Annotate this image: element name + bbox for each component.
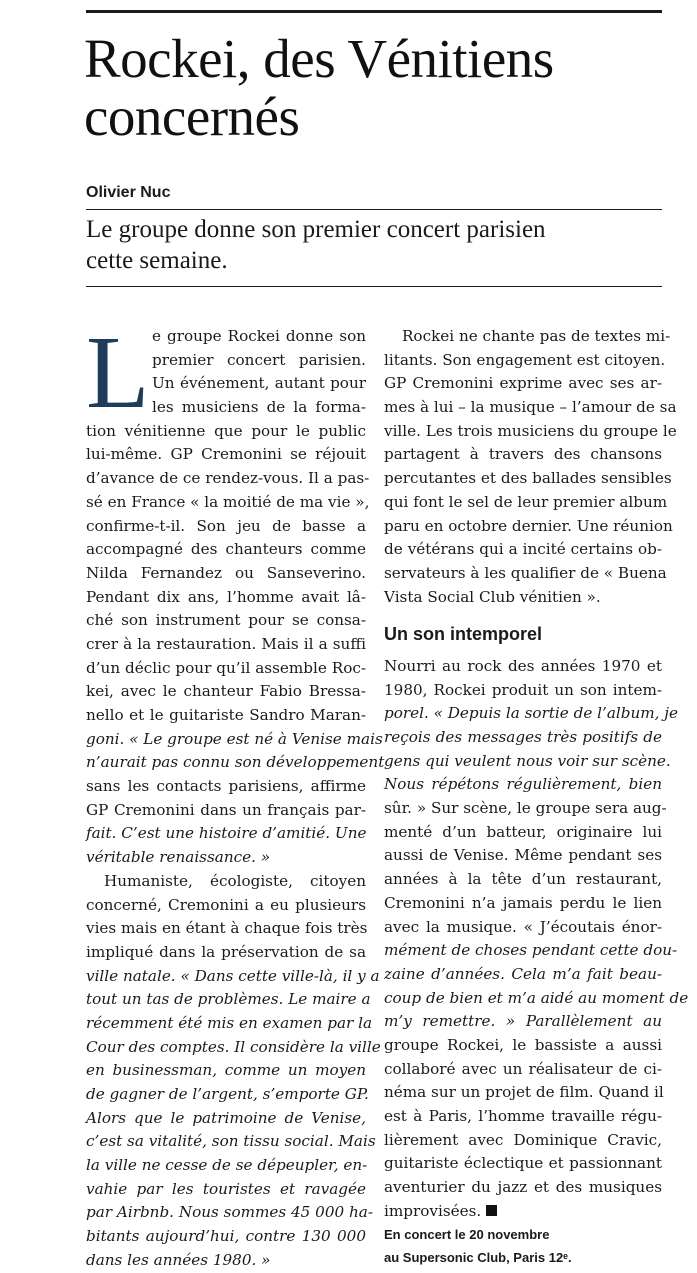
body-line: lièrement avec Dominique Cravic, xyxy=(384,1130,662,1149)
body-line: 1980, Rockei produit un son intem- xyxy=(384,680,662,699)
body-line: groupe Rockei, le bassiste a aussi xyxy=(384,1035,662,1054)
drop-cap: L xyxy=(86,315,150,430)
body-line: années à la tête d’un restaurant, xyxy=(384,870,662,889)
body-line: aussi de Venise. Même pendant ses xyxy=(384,846,662,865)
body-line: Un événement, autant pour xyxy=(152,374,366,393)
standfirst-line-2: cette semaine. xyxy=(86,247,228,274)
body-line-text: improvisées. xyxy=(384,1201,482,1220)
body-line: zaine d’années. Cela m’a fait beau- xyxy=(384,964,662,983)
body-line: GP Cremonini dans un français par- xyxy=(86,800,366,819)
byline-rule xyxy=(86,209,662,210)
headline xyxy=(84,30,674,146)
body-line: collaboré avec un réalisateur de ci- xyxy=(384,1059,662,1078)
top-rule xyxy=(86,10,662,13)
standfirst-line-1: Le groupe donne son premier concert parisien xyxy=(86,216,546,243)
body-line: en businessman, comme un moyen xyxy=(86,1061,366,1080)
body-line: percutantes et des ballades sensibles xyxy=(384,469,672,488)
body-line: n’aurait pas connu son développement xyxy=(86,753,385,772)
body-line: c’est sa vitalité, son tissu social. Mais xyxy=(86,1132,376,1151)
body-line: vies mais en étant à chaque fois très xyxy=(86,919,368,938)
body-line: crer à la restauration. Mais il a suffi xyxy=(86,634,366,653)
body-line: est à Paris, l’homme travaille régu- xyxy=(384,1107,662,1125)
body-line: la ville ne cesse de se dépeupler, en- xyxy=(86,1156,368,1175)
byline: Olivier Nuc xyxy=(86,184,171,201)
body-line: goni. « Le groupe est né à Venise mais xyxy=(86,729,383,748)
body-line: sé en France « la moitié de ma vie », xyxy=(86,492,370,511)
subheading: Un son intemporel xyxy=(384,624,543,645)
left-column xyxy=(86,315,385,1273)
body-line: confirme-t-il. Son jeu de basse a xyxy=(86,516,366,535)
body-line: GP Cremonini exprime avec ses ar- xyxy=(384,374,662,393)
body-line: Cour des comptes. Il considère la ville xyxy=(86,1037,381,1056)
body-line: véritable renaissance. » xyxy=(86,848,271,867)
body-line: ché son instrument pour se consa- xyxy=(86,611,366,630)
body-line: paru en octobre dernier. Une réunion xyxy=(384,516,673,535)
body-line: guitariste éclectique et passionnant xyxy=(384,1154,662,1173)
body-line: nello et le guitariste Sandro Maran- xyxy=(86,706,366,724)
body-line: néma sur un projet de film. Quand il xyxy=(384,1083,664,1102)
body-line: porel. « Depuis la sortie de l’album, je xyxy=(384,704,678,723)
body-line: accompagné des chanteurs comme xyxy=(86,540,366,559)
body-line: reçois des messages très positifs de xyxy=(384,728,662,746)
body-line: qui font le sel de leur premier album xyxy=(384,492,668,511)
body-line: coup de bien et m’a aidé au moment de xyxy=(384,988,689,1007)
concert-info-line-2: au Supersonic Club, Paris 12ᵉ. xyxy=(384,1250,572,1266)
body-line: litants. Son engagement est citoyen. xyxy=(384,350,666,369)
body-line: menté d’un batteur, originaire lui xyxy=(384,822,662,841)
body-line: de gagner de l’argent, s’emporte GP. xyxy=(86,1085,369,1103)
headline-line-1: Rockei, des Vénitiens xyxy=(84,28,554,89)
body-line: avec la musique. « J’écoutais énor- xyxy=(384,917,662,936)
body-line: lui-même. GP Cremonini se réjouit xyxy=(86,445,366,464)
body-line: aventurier du jazz et des musiques xyxy=(384,1178,662,1197)
right-column xyxy=(384,325,689,1269)
body-line: Nourri au rock des années 1970 et xyxy=(384,656,662,675)
body-line: par Airbnb. Nous sommes 45 000 ha- xyxy=(86,1203,373,1222)
body-line: bitants aujourd’hui, contre 130 000 xyxy=(86,1227,366,1246)
headline-line-2: concernés xyxy=(84,86,300,147)
body-line: ville natale. « Dans cette ville-là, il y a xyxy=(86,966,380,985)
body-line: ville. Les trois musiciens du groupe le xyxy=(384,421,677,440)
body-line: Nilda Fernandez ou Sanseverino. xyxy=(86,563,366,582)
body-line: Rockei ne chante pas de textes mi- xyxy=(402,327,671,345)
body-line-end xyxy=(384,1200,662,1224)
body-line: Cremonini n’a jamais perdu le lien xyxy=(384,893,662,912)
body-line: mément de choses pendant cette dou- xyxy=(384,941,678,960)
body-line: premier concert parisien. xyxy=(152,350,366,369)
body-line: Pendant dix ans, l’homme avait lâ- xyxy=(86,587,366,606)
body-line: tion vénitienne que pour le public xyxy=(86,421,366,440)
body-line: gens qui veulent nous voir sur scène. xyxy=(384,751,671,770)
body-line: mes à lui – la musique – l’amour de sa xyxy=(384,398,677,417)
body-line: Humaniste, écologiste, citoyen xyxy=(104,871,366,890)
body-line: servateurs à les qualifier de « Buena xyxy=(384,563,667,582)
body-line: partagent à travers des chansons xyxy=(384,445,662,464)
body-line: Alors que le patrimoine de Venise, xyxy=(86,1108,366,1127)
end-square-icon xyxy=(486,1205,497,1216)
body-line: tout un tas de problèmes. Le maire a xyxy=(86,990,371,1009)
body-line: concerné, Cremonini a eu plusieurs xyxy=(86,895,366,914)
standfirst xyxy=(86,214,662,276)
body-line: récemment été mis en examen par la xyxy=(86,1013,373,1032)
body-line: les musiciens de la forma- xyxy=(152,398,366,417)
body-line: Nous répétons régulièrement, bien xyxy=(384,775,662,794)
body-line: Vista Social Club vénitien ». xyxy=(384,587,601,606)
standfirst-rule xyxy=(86,286,662,287)
body-line: kei, avec le chanteur Fabio Bressa- xyxy=(86,682,366,701)
body-line: sûr. » Sur scène, le groupe sera aug- xyxy=(384,799,667,818)
body-line: fait. C’est une histoire d’amitié. Une xyxy=(86,824,367,843)
body-line: d’un déclic pour qu’il assemble Roc- xyxy=(86,658,366,677)
body-line: m’y remettre. » Parallèlement au xyxy=(384,1012,662,1031)
concert-info-line-1: En concert le 20 novembre xyxy=(384,1227,550,1243)
body-line: d’avance de ce rendez-vous. Il a pas- xyxy=(86,469,370,488)
body-line: vahie par les touristes et ravagée xyxy=(86,1179,366,1198)
body-line: impliqué dans la préservation de sa xyxy=(86,942,366,961)
body-line: e groupe Rockei donne son xyxy=(152,327,366,345)
body-line: sans les contacts parisiens, affirme xyxy=(86,777,366,796)
body-line: de vétérans qui a incité certains ob- xyxy=(384,540,662,559)
body-line: dans les années 1980. » xyxy=(86,1250,271,1269)
